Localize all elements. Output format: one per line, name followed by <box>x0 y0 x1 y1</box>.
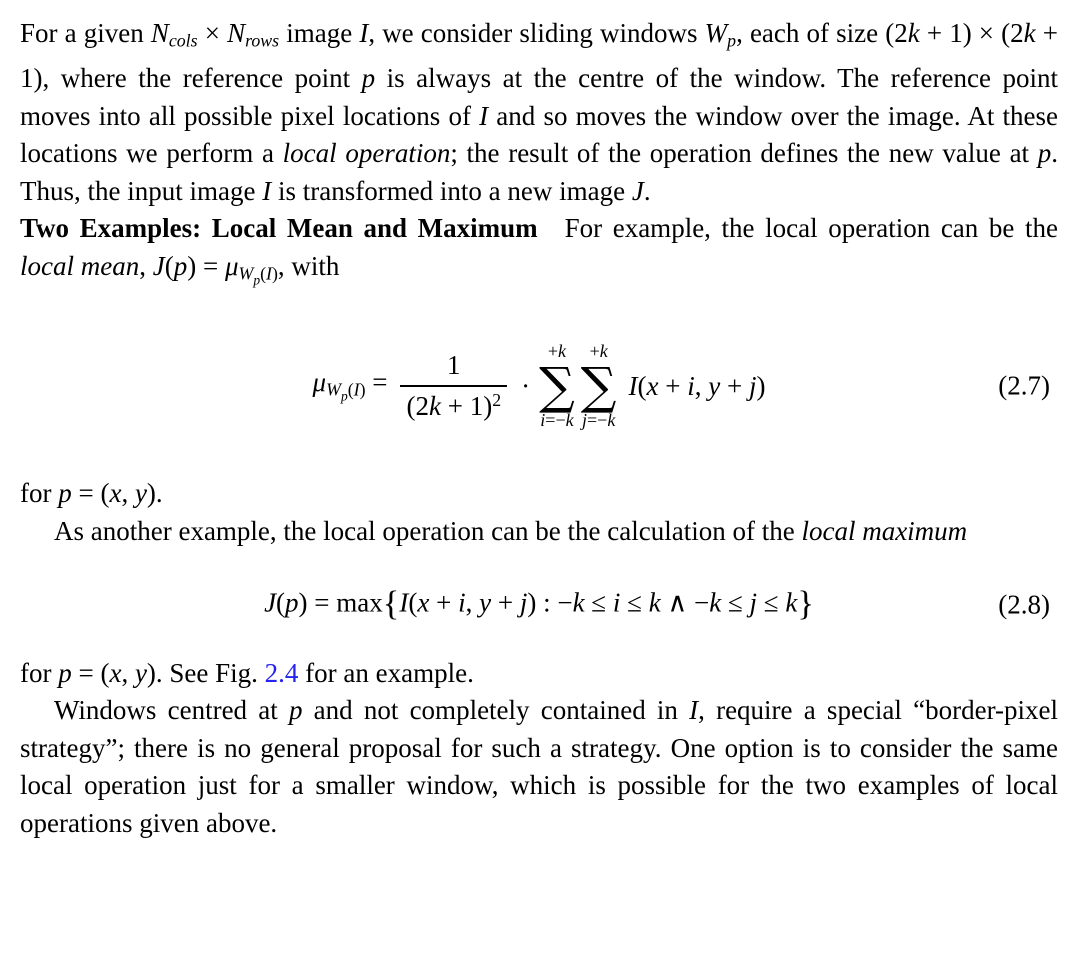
text-after-link: for an example. <box>298 657 474 688</box>
paragraph-border-pixel-strategy: Windows centred at p and not completely contained in I, require a special “border-pixel strategy”; there is no general proposal for such a strategy. One option is to consider the same local operation just for a smaller window, which is possible for the two examples of local operations given above. <box>20 695 1058 838</box>
fraction <box>400 349 507 423</box>
summation-upper-limit: +k <box>589 340 608 361</box>
multiplication-dot: · <box>521 370 531 401</box>
paragraph-sliding-windows: For a given Ncols × Nrows image I, we consider sliding windows Wp, each of size (2k + 1) × (2k + 1), where the reference point p is always at the centre of the window. The reference point moves into all possible pixel locations of I and so moves the window over the image. At these locations we perform a local operation; the result of the operation defines the new value at p. Thus, the input image I is transformed into a new image J. <box>20 18 1058 206</box>
fraction-denominator: $(2k + 1)^2$ <box>400 385 507 424</box>
equation-body: J(p) = max{I(x + i, y + j) : −k ≤ i ≤ k ∧ −k ≤ j ≤ k} <box>264 585 814 624</box>
equation-number-2-7: (2.7) <box>998 370 1050 401</box>
summation-lower-limit: j=−k <box>581 410 616 431</box>
summation-i <box>539 341 575 432</box>
summation-upper-limit: +k <box>547 340 567 361</box>
figure-2-4-link[interactable]: 2.4 <box>264 657 299 688</box>
text-before-link: for p = (x, y). See Fig. <box>20 657 265 688</box>
equation-2-8 <box>20 577 1058 633</box>
summation-j <box>581 341 617 432</box>
equation-lhs-mu: $\mu W_p(I)$ = <box>312 367 388 405</box>
summation-lower-limit: i=−k <box>540 410 574 431</box>
equation-number-2-8: (2.8) <box>998 589 1050 620</box>
paragraph-two-examples-heading: Two Examples: Local Mean and Maximum For example, the local operation can be the local mean, $J(p) = \mu W_p(I)$, with <box>20 213 1058 288</box>
sigma-symbol: ∑ <box>580 356 617 415</box>
paragraph-see-figure <box>20 655 1058 693</box>
equation-body: I(x + i, y + j) <box>628 370 766 401</box>
sigma-symbol: ∑ <box>539 356 575 415</box>
fraction-numerator: 1 <box>447 350 461 381</box>
equation-2-7 <box>20 325 1058 447</box>
paragraph-for-p: for p = (x, y). <box>20 478 163 509</box>
paragraph-another-example: As another example, the local operation can be the calculation of the local maximum <box>54 515 968 546</box>
